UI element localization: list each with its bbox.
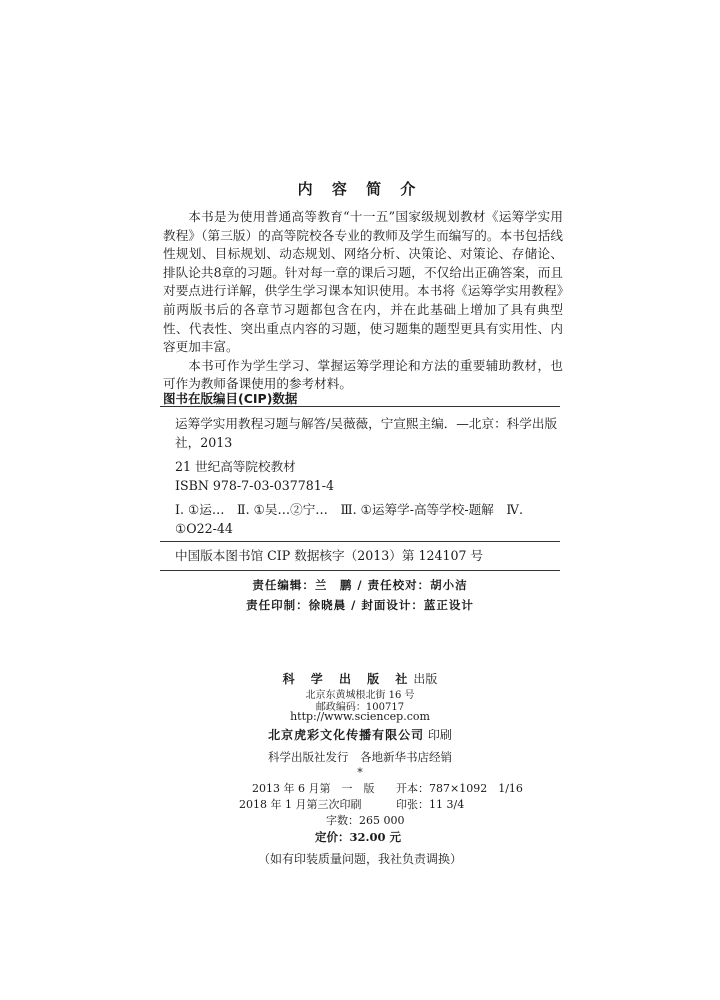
book-format: 开本：787×1092 1/16 bbox=[396, 782, 523, 795]
publisher-name: 科 学 出 版 社 bbox=[282, 672, 414, 686]
publisher-address: 北京东黄城根北街 16 号 bbox=[305, 690, 415, 701]
printer-line bbox=[0, 726, 720, 743]
intro-paragraph-2: 本书可作为学生学习、掌握运筹学理论和方法的重要辅助教材，也可作为教师备课使用的参考材料。 bbox=[163, 357, 563, 392]
cip-series: 21 世纪高等院校教材 bbox=[175, 459, 296, 474]
separator-star: * bbox=[357, 766, 363, 779]
cip-bottom-rule bbox=[160, 570, 560, 571]
printing-info: 2018 年 1 月第三次印刷 bbox=[239, 798, 362, 811]
staff-line-2: 责任印制：徐晓晨 / 封面设计：蓝正设计 bbox=[246, 598, 474, 612]
publisher-url: http://www.sciencep.com bbox=[290, 710, 430, 723]
cip-record: 中国版本图书馆 CIP 数据核字（2013）第 124107 号 bbox=[175, 548, 484, 563]
cip-top-rule bbox=[160, 406, 560, 407]
intro-paragraph-1: 本书是为使用普通高等教育“十一五”国家级规划教材《运筹学实用教程》（第三版）的高等院校各专业的教师及学生而编写的。本书包括线性规划、目标规划、动态规划、网络分析、决策论、对策论、存储论、排队论共8章的习题。针对每一章的课后习题，不仅给出正确答案，而且对要点进行详解，供学生学习课本知识使用。本书将《运筹学实用教程》前两版书后的各章节习题都包含在内，并在此基础上增加了具有典型性、代表性、突出重点内容的习题，使习题集的题型更具有实用性、内容更加丰富。 bbox=[163, 209, 563, 355]
price: 定价：32.00 元 bbox=[315, 830, 402, 844]
cip-isbn: ISBN 978-7-03-037781-4 bbox=[175, 478, 335, 493]
intro-body bbox=[163, 208, 563, 394]
staff-line-1: 责任编辑：兰 鹏 / 责任校对：胡小洁 bbox=[252, 578, 468, 592]
printed-sheets: 印张：11 3/4 bbox=[396, 798, 465, 811]
first-edition: 2013 年 6 月第 一 版 bbox=[252, 782, 375, 795]
cip-classification: Ⅰ. ①运… Ⅱ. ①吴…②宁… Ⅲ. ①运筹学-高等学校-题解 Ⅳ. ①O22-44 bbox=[175, 502, 523, 536]
cip-header: 图书在版编目(CIP)数据 bbox=[163, 391, 298, 406]
quality-notice: （如有印装质量问题，我社负责调换） bbox=[257, 852, 462, 866]
printer-suffix: 印刷 bbox=[427, 728, 452, 742]
publisher-postcode: 邮政编码：100717 bbox=[315, 702, 405, 713]
printer-name: 北京虎彩文化传播有限公司 bbox=[268, 728, 425, 742]
intro-title: 内 容 简 介 bbox=[297, 180, 423, 198]
cip-mid-rule bbox=[160, 541, 560, 542]
publisher-line bbox=[0, 668, 720, 687]
publisher-suffix: 出版 bbox=[413, 672, 438, 686]
word-count: 字数：265 000 bbox=[326, 814, 405, 827]
distribution: 科学出版社发行 各地新华书店经销 bbox=[268, 750, 452, 764]
cip-entry: 运筹学实用教程习题与解答/吴薇薇，宁宣熙主编．—北京：科学出版社，2013 bbox=[175, 416, 558, 450]
